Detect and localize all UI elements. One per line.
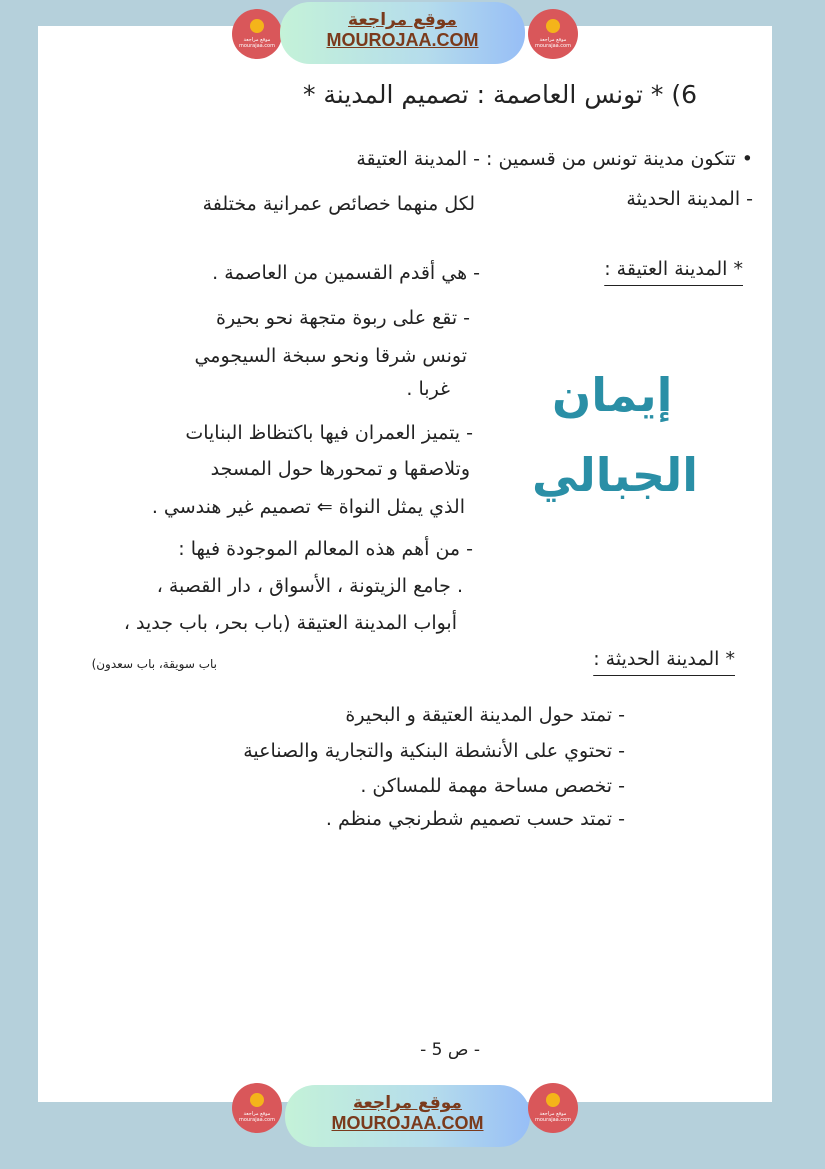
new-city-line: - تمتد حول المدينة العتيقة و البحيرة [345, 704, 625, 726]
old-city-heading: * المدينة العتيقة : [604, 258, 743, 280]
page-number: - ص 5 - [420, 1040, 480, 1060]
banner-arabic-link[interactable]: موقع مراجعة [348, 10, 457, 30]
old-city-line: . جامع الزيتونة ، الأسواق ، دار القصبة ، [156, 575, 463, 597]
document-title: 6) * تونس العاصمة : تصميم المدينة * [302, 80, 697, 109]
old-city-line: - من أهم هذه المعالم الموجودة فيها : [178, 538, 473, 560]
intro-line: • تتكون مدينة تونس من قسمين : - المدينة العتيقة [356, 148, 753, 170]
old-city-line: وتلاصقها و تمحورها حول المسجد [210, 458, 470, 480]
new-city-line: - تخصص مساحة مهمة للمساكن . [360, 775, 625, 797]
site-logo-badge-left[interactable]: موقع مراجعة mourajaa.com [232, 9, 282, 59]
new-city-line: - تحتوي على الأنشطة البنكية والتجارية والصناعية [243, 740, 625, 762]
intro-line: - المدينة الحديثة [626, 188, 753, 210]
old-city-line: - يتميز العمران فيها باكتظاظ البنايات [185, 422, 473, 444]
old-city-line: الذي يمثل النواة ⇐ تصميم غير هندسي . [151, 496, 465, 518]
old-city-line: - هي أقدم القسمين من العاصمة . [212, 262, 480, 284]
intro-line: لكل منهما خصائص عمرانية مختلفة [202, 193, 475, 215]
site-banner-bottom[interactable] [285, 1085, 530, 1147]
site-logo-badge-right[interactable]: موقع مراجعة mourajaa.com [528, 1083, 578, 1133]
new-city-heading: * المدينة الحديثة : [593, 648, 735, 670]
banner-arabic-link[interactable]: موقع مراجعة [353, 1093, 462, 1113]
banner-latin-link[interactable]: MOUROJAA.COM [326, 30, 479, 50]
old-city-line: تونس شرقا ونحو سبخة السيجومي [194, 345, 467, 367]
old-city-line: - تقع على ربوة متجهة نحو بحيرة [215, 307, 470, 329]
site-banner-top[interactable] [280, 2, 525, 64]
author-watermark: إيمان [552, 368, 673, 422]
logo-icon [546, 1093, 560, 1107]
new-city-line: - تمتد حسب تصميم شطرنجي منظم . [325, 808, 625, 830]
author-watermark: الجبالي [532, 448, 699, 502]
old-city-line: غربا . [406, 378, 450, 400]
logo-icon [250, 1093, 264, 1107]
banner-latin-link[interactable]: MOUROJAA.COM [331, 1113, 484, 1133]
old-city-line: أبواب المدينة العتيقة (باب بحر، باب جديد ، [123, 612, 457, 634]
logo-icon [546, 19, 560, 33]
site-logo-badge-right[interactable]: موقع مراجعة mourajaa.com [528, 9, 578, 59]
old-city-line: باب سويقة، باب سعدون) [91, 657, 217, 671]
logo-icon [250, 19, 264, 33]
site-logo-badge-left[interactable]: موقع مراجعة mourajaa.com [232, 1083, 282, 1133]
